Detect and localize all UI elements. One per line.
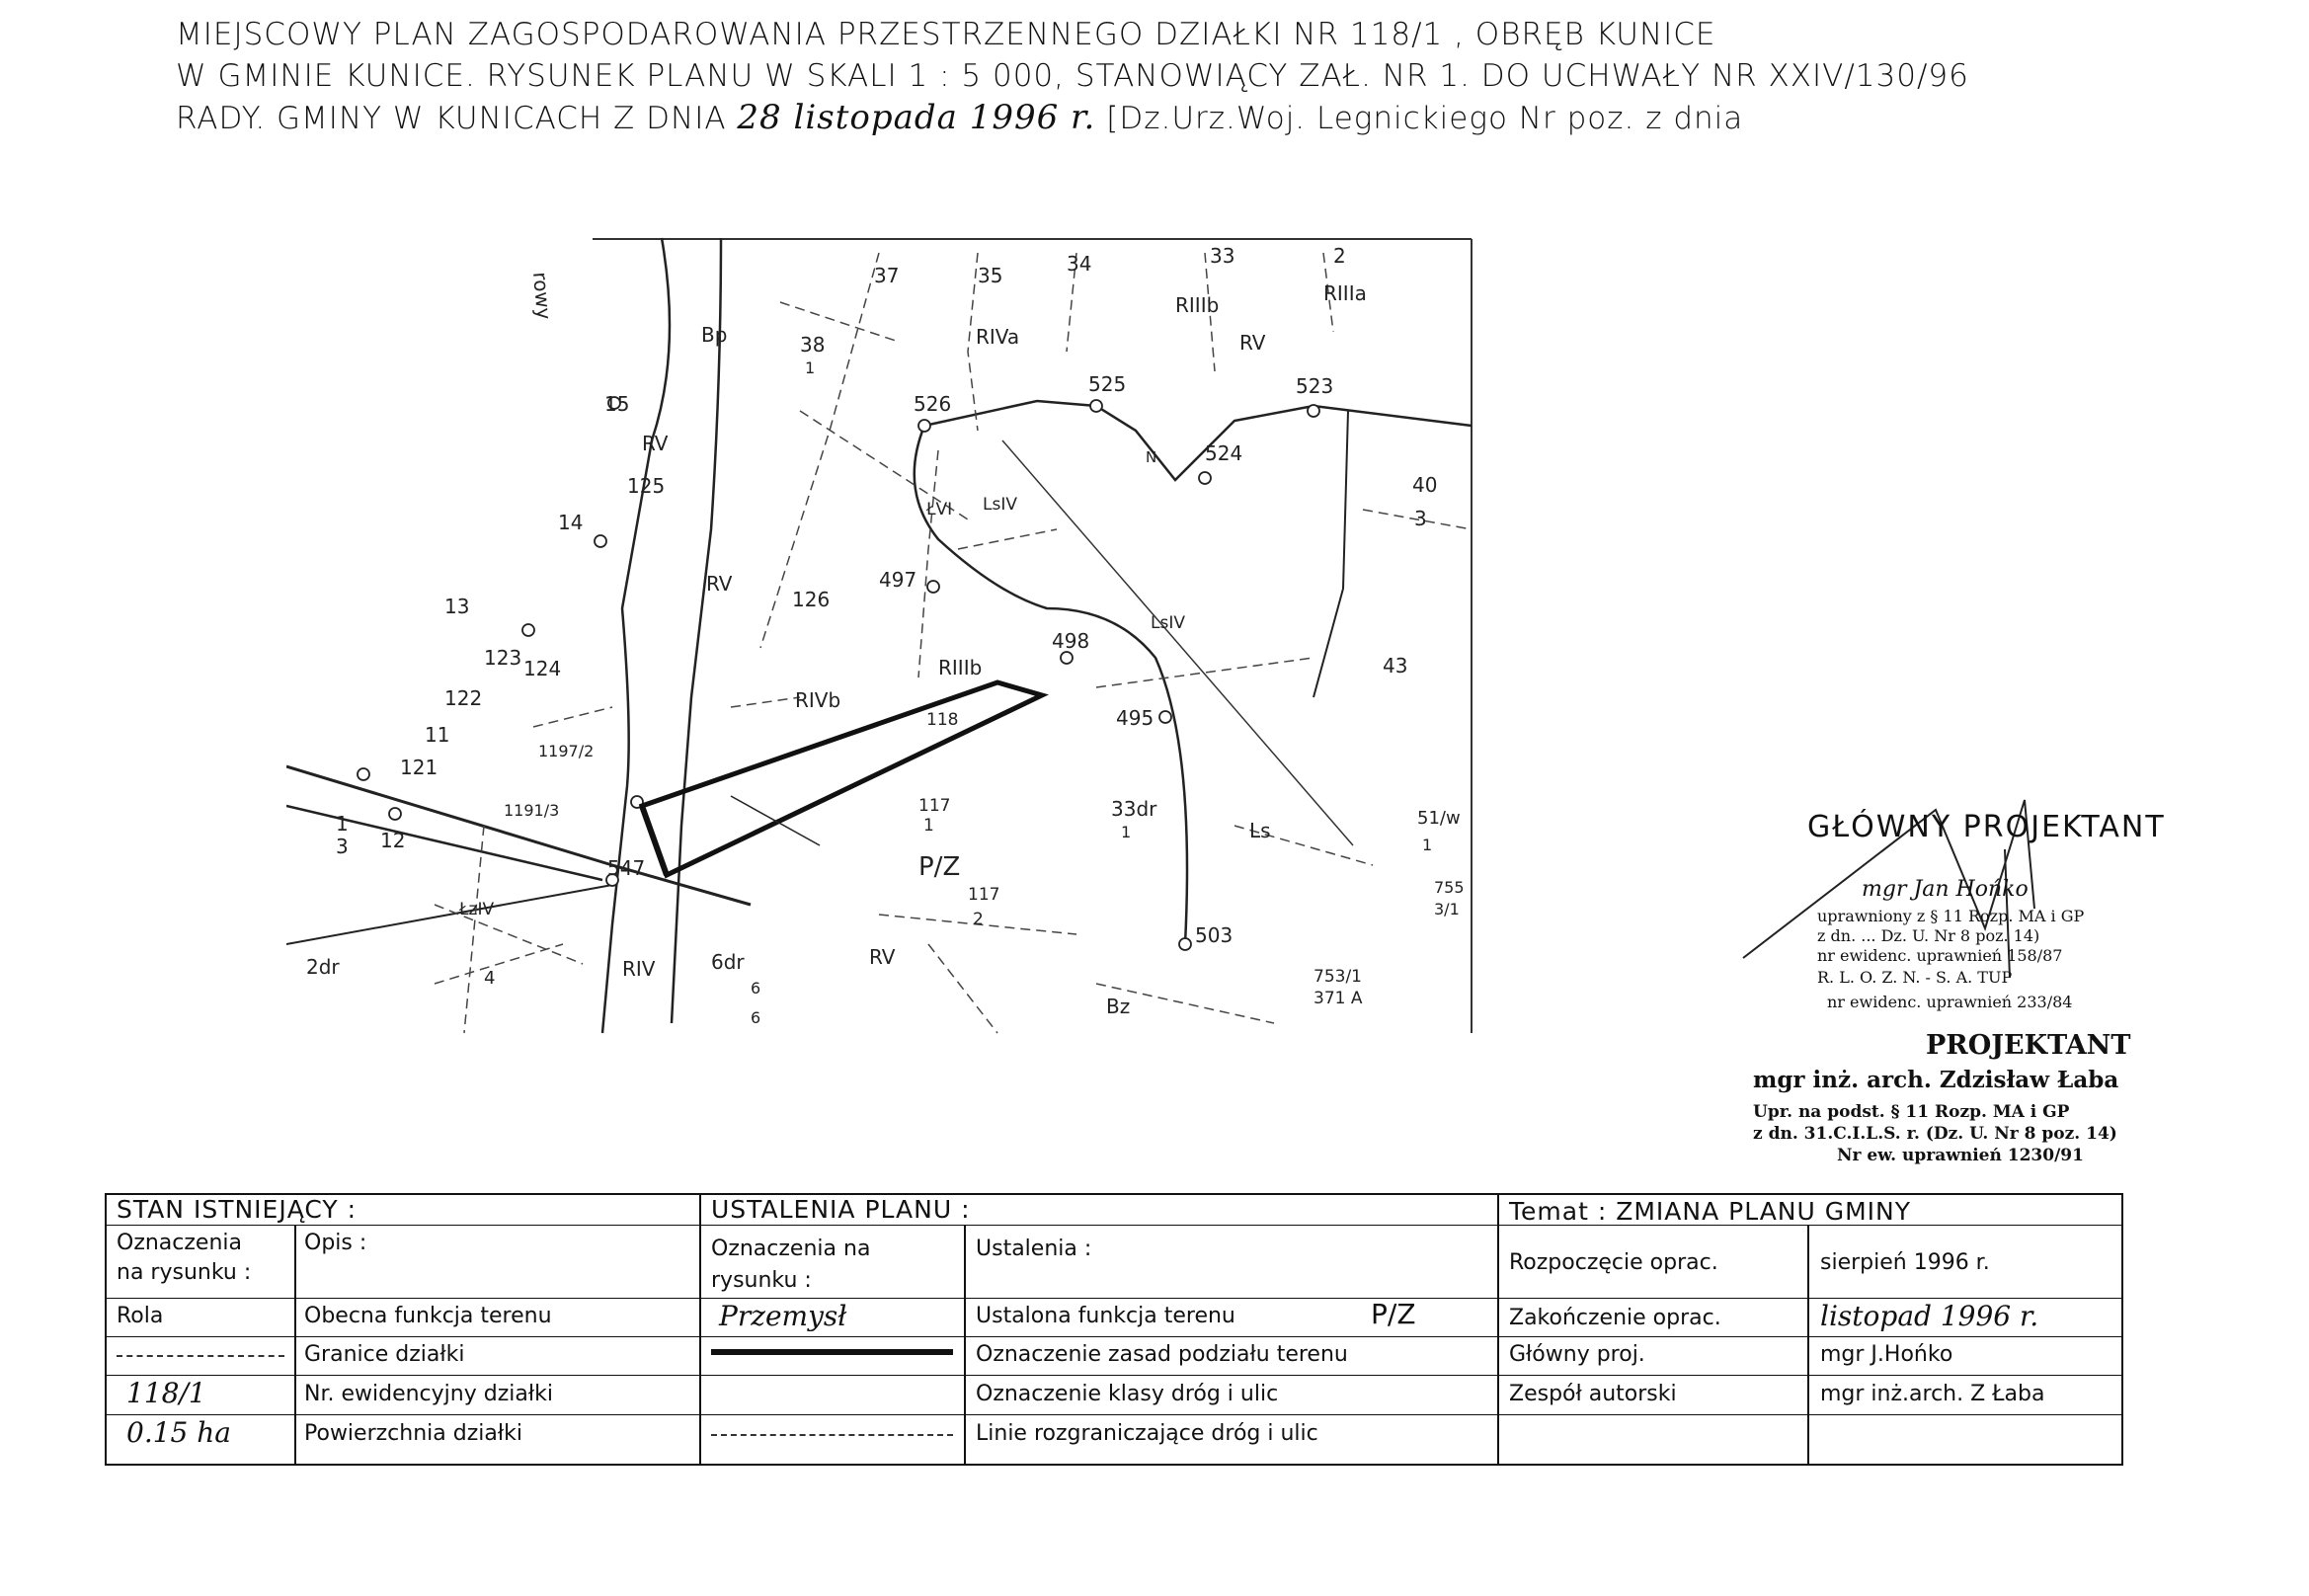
right-row-3-value: mgr J.Hońko — [1820, 1342, 1953, 1367]
stream-east — [1314, 411, 1348, 697]
map-label: 498 — [1052, 629, 1090, 653]
map-label: 123 — [484, 646, 522, 670]
map-label: ŁVI — [926, 500, 953, 519]
map-label: 1 — [923, 816, 934, 836]
map-label: 51/w — [1417, 808, 1461, 829]
map-label: 15 — [604, 392, 630, 416]
map-label: 755 — [1434, 878, 1465, 897]
subject-parcel-west-edge — [642, 806, 667, 875]
legend-row-line — [107, 1375, 2121, 1376]
map-label: 524 — [1205, 441, 1243, 465]
map-label: 2 — [1333, 244, 1346, 268]
map-drawing — [286, 233, 1481, 1117]
map-label: 35 — [978, 264, 1003, 287]
road-lower — [286, 885, 612, 944]
cadastral-map — [286, 233, 1481, 1117]
map-label: RV — [869, 945, 896, 969]
map-label: RV — [642, 432, 669, 455]
map-label: 11 — [425, 723, 450, 747]
map-label: 525 — [1088, 372, 1127, 396]
map-label: RIVa — [976, 325, 1020, 349]
map-label: RV — [706, 572, 733, 596]
map-label: 43 — [1383, 654, 1408, 678]
map-label: RIIIb — [938, 656, 983, 679]
map-label: 3 — [1414, 507, 1427, 530]
map-label: 1191/3 — [504, 801, 560, 820]
header-line-3-rest: [Dz.Urz.Woj. Legnickiego Nr poz. z dnia — [1106, 101, 1744, 136]
map-label: 117 — [918, 796, 951, 816]
map-label: 33dr — [1111, 797, 1157, 821]
map-label: 2 — [973, 910, 984, 929]
map-label: RIV — [622, 957, 656, 981]
right-row-2-label: Zakończenie oprac. — [1509, 1306, 1721, 1330]
col-ustalenia: Ustalenia : — [976, 1237, 1092, 1261]
projektant-line-1: Upr. na podst. § 11 Rozp. MA i GP — [1753, 1102, 2070, 1122]
map-label: Bp — [701, 323, 728, 347]
division-line-sample — [711, 1349, 953, 1355]
map-label: LsIV — [983, 495, 1017, 515]
map-label: N — [1146, 448, 1157, 466]
legend-divider — [699, 1195, 701, 1464]
mid-row-1-desc: Ustalona funkcja terenu — [976, 1304, 1235, 1328]
left-row-3-mark: 118/1 — [126, 1377, 206, 1409]
projektant-line-3: Nr ew. uprawnień 1230/91 — [1837, 1146, 2084, 1165]
header-line-3-printed: RADY. GMINY W KUNICACH Z DNIA — [176, 101, 727, 136]
mid-row-1-extra: P/Z — [1371, 1298, 1416, 1330]
right-row-1-label: Rozpoczęcie oprac. — [1509, 1250, 1718, 1275]
map-label: 12 — [380, 829, 406, 852]
glowny-line-4: R. L. O. Z. N. - S. A. TUP — [1817, 968, 2013, 987]
map-label: 753/1 — [1314, 967, 1362, 987]
map-label: 40 — [1412, 473, 1438, 497]
map-label: 118 — [926, 710, 959, 730]
map-label: RV — [1239, 331, 1266, 355]
header-line-2: W GMINIE KUNICE. RYSUNEK PLANU W SKALI 1 : 5 000, STANOWIĄCY ZAŁ. NR 1. DO UCHWAŁY NR XXIV/130/96 — [176, 58, 1969, 94]
col-oznaczenie-2: na rysunku : — [117, 1260, 252, 1285]
map-label: LsIV — [1151, 613, 1185, 633]
map-label: 1 — [1422, 836, 1433, 854]
map-label: 1 — [805, 359, 816, 377]
left-row-1-mark: Rola — [117, 1304, 164, 1328]
col-ozn-plan-2: rysunku : — [711, 1268, 812, 1293]
glowny-line-3: nr ewidenc. uprawnień 158/87 — [1817, 946, 2063, 965]
legend-ustalenia-header: USTALENIA PLANU : — [711, 1195, 971, 1224]
parcel-boundary-sample — [117, 1355, 284, 1357]
map-label: RIIIb — [1175, 293, 1220, 317]
legend-row-line — [107, 1414, 2121, 1415]
left-row-4-desc: Powierzchnia działki — [304, 1421, 522, 1446]
legend-divider — [1807, 1225, 1809, 1464]
map-label: P/Z — [918, 852, 961, 882]
mid-row-1-mark: Przemysł — [719, 1300, 847, 1332]
map-label: 3 — [336, 835, 349, 858]
glowny-line-2: z dn. ... Dz. U. Nr 8 poz. 14) — [1817, 926, 2040, 945]
left-row-4-mark: 0.15 ha — [126, 1416, 231, 1449]
map-label: 124 — [523, 657, 562, 680]
map-label: 495 — [1116, 706, 1154, 730]
mid-row-2-desc: Oznaczenie zasad podziału terenu — [976, 1342, 1348, 1367]
legend-divider — [294, 1225, 296, 1464]
left-row-2-desc: Granice działki — [304, 1342, 465, 1367]
mid-row-3-desc: Oznaczenie klasy dróg i ulic — [976, 1382, 1279, 1406]
map-label: Ls — [1249, 819, 1271, 842]
map-label: 6 — [751, 1008, 761, 1027]
header-line-3 — [176, 97, 2052, 139]
right-row-1-value: sierpień 1996 r. — [1820, 1250, 1990, 1275]
legend-temat: Temat : ZMIANA PLANU GMINY — [1509, 1197, 1912, 1226]
right-row-2-value: listopad 1996 r. — [1820, 1300, 2039, 1332]
map-label: 523 — [1296, 374, 1334, 398]
road-west — [602, 238, 670, 1033]
glowny-projektant-name: mgr Jan Hońko — [1862, 877, 2029, 902]
map-label: Bz — [1106, 995, 1131, 1018]
map-label: 547 — [607, 856, 646, 880]
map-label: 33 — [1210, 244, 1235, 268]
map-label: ŁzIV — [459, 900, 495, 919]
glowny-line-1: uprawniony z § 11 Rozp. MA i GP — [1817, 907, 2085, 925]
map-label: 4 — [484, 968, 496, 989]
map-label: 503 — [1195, 923, 1234, 947]
header-line-1: MIEJSCOWY PLAN ZAGOSPODAROWANIA PRZESTRZENNEGO DZIAŁKI NR 118/1 , OBRĘB KUNICE — [176, 17, 1716, 52]
map-label: rowy — [528, 271, 557, 321]
mid-row-4-desc: Linie rozgraniczające dróg i ulic — [976, 1421, 1318, 1446]
map-label: 3/1 — [1434, 900, 1460, 918]
map-label: 14 — [558, 511, 584, 534]
projektant-name: mgr inż. arch. Zdzisław Łaba — [1753, 1067, 2119, 1093]
map-label: 6dr — [711, 950, 745, 974]
projektant-title: PROJEKTANT — [1926, 1030, 2131, 1061]
road-west-2 — [672, 238, 721, 1023]
subject-parcel-boundary — [642, 682, 1042, 875]
map-label: 1 — [1121, 823, 1132, 841]
stream-north — [924, 401, 1472, 480]
map-label: 526 — [914, 392, 952, 416]
map-label: 117 — [968, 885, 1000, 905]
map-label: 2dr — [306, 955, 340, 979]
legend-stan-header: STAN ISTNIEJĄCY : — [117, 1195, 358, 1224]
col-oznaczenie-1: Oznaczenia — [117, 1231, 243, 1255]
map-label: RIVb — [795, 688, 841, 712]
map-label: 6 — [751, 979, 761, 998]
left-row-3-desc: Nr. ewidencyjny działki — [304, 1382, 553, 1406]
map-label: 371 A — [1314, 989, 1363, 1008]
glowny-line-5: nr ewidenc. uprawnień 233/84 — [1827, 993, 2073, 1011]
legend-divider — [1497, 1195, 1499, 1464]
glowny-projektant-title: GŁÓWNY PROJEKTANT — [1807, 810, 2166, 844]
document-header — [176, 14, 2052, 139]
map-label: 38 — [800, 333, 826, 357]
map-label: 126 — [792, 588, 831, 611]
legend-row-line — [107, 1298, 2121, 1299]
right-row-4-value: mgr inż.arch. Z Łaba — [1820, 1382, 2045, 1406]
legend-table — [105, 1193, 2123, 1466]
legend-row-line — [107, 1336, 2121, 1337]
map-label: 1197/2 — [538, 742, 595, 760]
right-row-3-label: Główny proj. — [1509, 1342, 1645, 1367]
legend-divider — [964, 1225, 966, 1464]
col-opis: Opis : — [304, 1231, 367, 1255]
road-line-sample — [711, 1434, 953, 1436]
map-label: 121 — [400, 756, 438, 779]
map-label: 125 — [627, 474, 666, 498]
map-label: 34 — [1067, 252, 1092, 276]
col-ozn-plan-1: Oznaczenia na — [711, 1237, 871, 1261]
map-label: 13 — [444, 595, 470, 618]
map-label: 37 — [874, 264, 900, 287]
map-label: RIIIa — [1323, 281, 1367, 305]
map-label: 497 — [879, 568, 917, 592]
left-row-1-desc: Obecna funkcja terenu — [304, 1304, 552, 1328]
projektant-line-2: z dn. 31.C.I.L.S. r. (Dz. U. Nr 8 poz. 14) — [1753, 1124, 2117, 1144]
header-handwritten-date: 28 listopada 1996 r. — [737, 98, 1096, 137]
right-row-4-label: Zespół autorski — [1509, 1382, 1677, 1406]
map-label: 1 — [336, 812, 349, 836]
map-label: 122 — [444, 686, 483, 710]
parcel-boundaries — [435, 253, 1472, 1033]
